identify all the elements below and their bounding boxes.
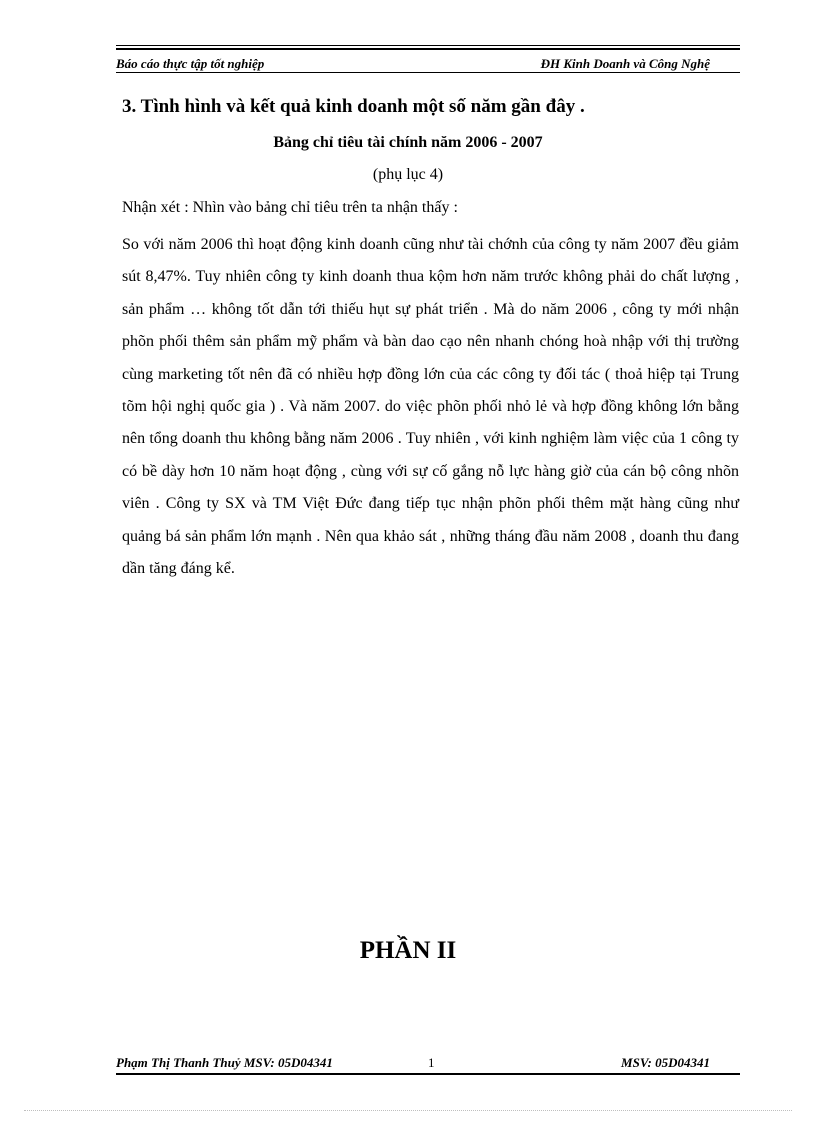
header-report-title: Báo cáo thực tập tốt nghiệp [116,56,265,71]
footer-student-id: MSV: 05D04341 [621,1055,710,1070]
page-bottom-dotted-border [24,1110,792,1111]
body-paragraph: So với năm 2006 thì hoạt động kinh doanh cũng như tài chớnh của công ty năm 2007 đều giảm sút 8,47%. Tuy nhiên công ty kinh doanh thua kộm hơn năm trước không phải do chất lượng , sản phẩm … không tốt dẫn tới thiếu hụt sự phát triển . Mà do năm 2006 , công ty mới nhận phõn phối thêm sản phẩm mỹ phẩm và bàn dao cạo nên nhanh chóng hoà nhập với thị trường cùng marketing tốt nên đã có nhiều hợp đồng lớn của các công ty đối tác ( thoả hiệp tại Trung tõm hội nghị quốc gia ) . Và năm 2007. do việc phõn phối nhỏ lẻ và hợp đồng không lớn bằng nên tổng doanh thu không bằng năm 2006 . Tuy nhiên , với kinh nghiệm làm việc của 1 công ty có bề dày hơn 10 năm hoạt động , cùng với sự cố gắng nỗ lực hàng giờ của cán bộ công nhõn viên . Công ty SX và TM Việt Đức đang tiếp tục nhận phõn phối thêm mặt hàng cũng như quảng bá sản phẩm lớn mạnh . Nên qua khảo sát , những tháng đầu năm 2008 , doanh thu đang dần tăng đáng kể. [122,236,739,578]
page-number: 1 [428,1055,435,1070]
page-header [116,45,740,73]
appendix-reference: (phụ lục 4) [372,166,444,183]
section-title: 3. Tình hình và kết quả kinh doanh một số năm gần đây . [122,96,585,117]
part-title: PHẦN II [359,937,457,964]
table-title: Bảng chỉ tiêu tài chính năm 2006 - 2007 [273,134,543,151]
header-rule-top [116,45,740,46]
footer-author: Phạm Thị Thanh Thuỷ MSV: 05D04341 [116,1055,333,1070]
comment-label: Nhận xét : Nhìn vào bảng chỉ tiêu trên ta nhận thấy : [122,199,458,216]
header-text-row [116,50,740,73]
header-university: ĐH Kinh Doanh và Công Nghệ [540,56,710,71]
page-footer [116,1051,740,1075]
